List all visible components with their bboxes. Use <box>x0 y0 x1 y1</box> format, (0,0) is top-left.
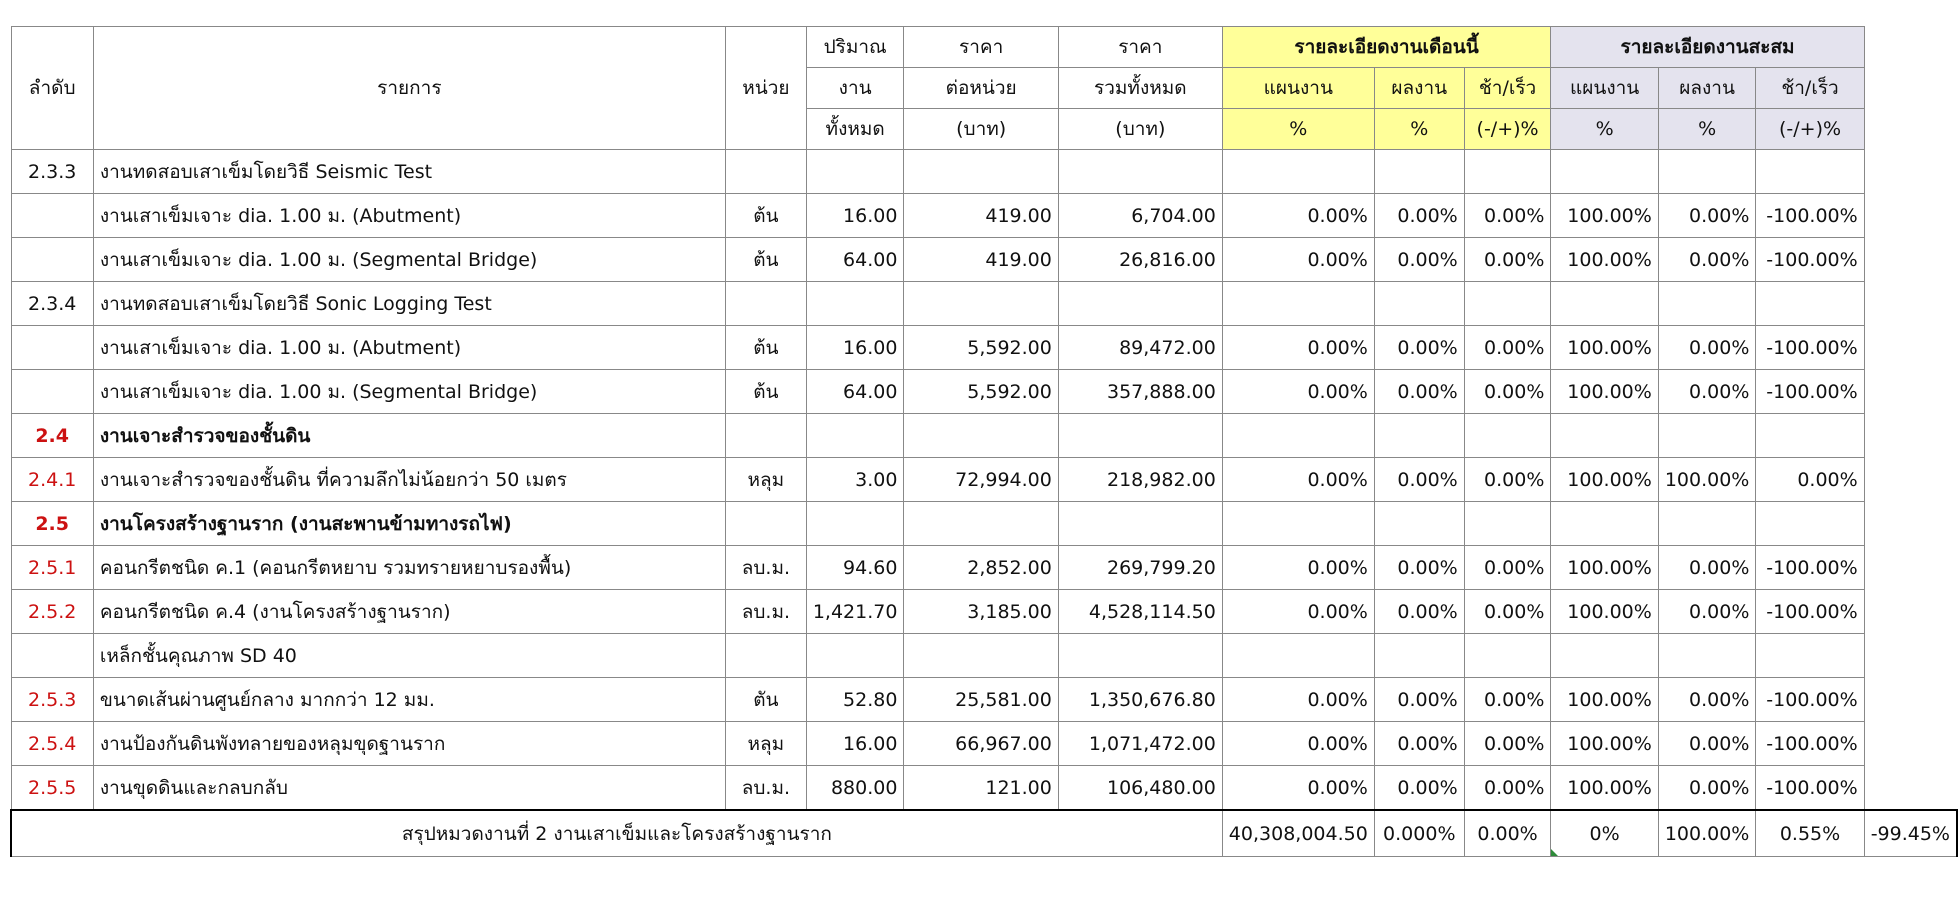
row-unit <box>725 502 806 546</box>
row-unit: ต้น <box>725 238 806 282</box>
row-month-diff: 0.00% <box>1464 194 1551 238</box>
row-total-price: 26,816.00 <box>1058 238 1222 282</box>
row-month-diff: 0.00% <box>1464 370 1551 414</box>
header-unit-price-1: ราคา <box>904 27 1058 68</box>
header-accum-plan-unit: % <box>1551 109 1658 150</box>
row-month-diff: 0.00% <box>1464 458 1551 502</box>
summary-accum-plan: 100.00% <box>1658 810 1756 857</box>
row-month-diff: 0.00% <box>1464 678 1551 722</box>
row-month-plan: 0.00% <box>1222 766 1374 811</box>
row-quantity: 94.60 <box>806 546 904 590</box>
header-accum-diff-unit: (-/+)% <box>1756 109 1864 150</box>
row-accum-diff <box>1756 634 1864 678</box>
row-unit-price: 419.00 <box>904 238 1058 282</box>
row-description: งานโครงสร้างฐานราก (งานสะพานข้ามทางรถไฟ) <box>93 502 725 546</box>
row-accum-diff: -100.00% <box>1756 722 1864 766</box>
header-month-diff: ช้า/เร็ว <box>1464 68 1551 109</box>
row-unit-price: 419.00 <box>904 194 1058 238</box>
header-total-price-1: ราคา <box>1058 27 1222 68</box>
header-month-plan: แผนงาน <box>1222 68 1374 109</box>
row-accum-result <box>1658 150 1756 194</box>
row-accum-result <box>1658 634 1756 678</box>
row-accum-plan <box>1551 634 1658 678</box>
row-month-diff: 0.00% <box>1464 326 1551 370</box>
row-month-plan: 0.00% <box>1222 370 1374 414</box>
row-month-plan: 0.00% <box>1222 546 1374 590</box>
row-unit: ต้น <box>725 326 806 370</box>
table-row <box>11 502 1957 546</box>
table-header <box>11 27 1957 150</box>
row-order: 2.4.1 <box>11 458 93 502</box>
row-description: งานป้องกันดินพังทลายของหลุมขุดฐานราก <box>93 722 725 766</box>
row-order: 2.5.4 <box>11 722 93 766</box>
row-month-diff <box>1464 502 1551 546</box>
row-order: 2.3.4 <box>11 282 93 326</box>
row-month-result: 0.00% <box>1374 326 1464 370</box>
row-month-result: 0.00% <box>1374 194 1464 238</box>
header-accum-diff: ช้า/เร็ว <box>1756 68 1864 109</box>
table-row <box>11 238 1957 282</box>
table-row <box>11 414 1957 458</box>
summary-row <box>11 810 1957 857</box>
row-month-plan: 0.00% <box>1222 458 1374 502</box>
row-description: งานเสาเข็มเจาะ dia. 1.00 ม. (Segmental Bridge) <box>93 370 725 414</box>
row-accum-result <box>1658 414 1756 458</box>
row-month-plan <box>1222 282 1374 326</box>
row-quantity: 52.80 <box>806 678 904 722</box>
table-row <box>11 326 1957 370</box>
row-order: 2.5.3 <box>11 678 93 722</box>
row-quantity <box>806 502 904 546</box>
row-unit: ต้น <box>725 194 806 238</box>
row-unit: ลบ.ม. <box>725 546 806 590</box>
row-description: คอนกรีตชนิด ค.4 (งานโครงสร้างฐานราก) <box>93 590 725 634</box>
row-accum-diff: 0.00% <box>1756 458 1864 502</box>
row-unit <box>725 150 806 194</box>
row-description: คอนกรีตชนิด ค.1 (คอนกรีตหยาบ รวมทรายหยาบรองพื้น) <box>93 546 725 590</box>
row-month-plan <box>1222 502 1374 546</box>
row-accum-diff: -100.00% <box>1756 194 1864 238</box>
row-description: งานเสาเข็มเจาะ dia. 1.00 ม. (Segmental Bridge) <box>93 238 725 282</box>
row-accum-result: 0.00% <box>1658 326 1756 370</box>
header-total-price-3: (บาท) <box>1058 109 1222 150</box>
row-quantity <box>806 150 904 194</box>
summary-accum-diff: -99.45% <box>1864 810 1957 857</box>
row-unit: หลุม <box>725 722 806 766</box>
summary-accum-result: 0.55% <box>1756 810 1864 857</box>
row-description: งานเสาเข็มเจาะ dia. 1.00 ม. (Abutment) <box>93 326 725 370</box>
row-month-plan: 0.00% <box>1222 238 1374 282</box>
row-order: 2.5.5 <box>11 766 93 811</box>
row-order <box>11 238 93 282</box>
row-description: งานเจาะสำรวจของชั้นดิน ที่ความลึกไม่น้อยกว่า 50 เมตร <box>93 458 725 502</box>
row-total-price: 1,350,676.80 <box>1058 678 1222 722</box>
row-accum-result: 0.00% <box>1658 678 1756 722</box>
row-accum-diff: -100.00% <box>1756 766 1864 811</box>
row-unit-price <box>904 414 1058 458</box>
header-month-result-unit: % <box>1374 109 1464 150</box>
row-month-result: 0.00% <box>1374 766 1464 811</box>
row-accum-result: 0.00% <box>1658 590 1756 634</box>
row-total-price: 6,704.00 <box>1058 194 1222 238</box>
table-row <box>11 678 1957 722</box>
row-month-plan <box>1222 414 1374 458</box>
row-accum-plan: 100.00% <box>1551 194 1658 238</box>
row-quantity: 1,421.70 <box>806 590 904 634</box>
row-accum-result <box>1658 502 1756 546</box>
row-unit-price <box>904 634 1058 678</box>
row-accum-diff <box>1756 414 1864 458</box>
row-total-price: 106,480.00 <box>1058 766 1222 811</box>
row-month-diff <box>1464 150 1551 194</box>
table-row <box>11 194 1957 238</box>
row-unit-price: 5,592.00 <box>904 326 1058 370</box>
summary-month-result: 0.00% <box>1464 810 1551 857</box>
row-unit-price: 72,994.00 <box>904 458 1058 502</box>
row-unit-price <box>904 502 1058 546</box>
row-accum-plan: 100.00% <box>1551 458 1658 502</box>
row-total-price: 4,528,114.50 <box>1058 590 1222 634</box>
table-row <box>11 458 1957 502</box>
row-accum-plan <box>1551 414 1658 458</box>
row-accum-plan <box>1551 282 1658 326</box>
row-description: ขนาดเส้นผ่านศูนย์กลาง มากกว่า 12 มม. <box>93 678 725 722</box>
row-accum-diff: -100.00% <box>1756 546 1864 590</box>
row-month-diff: 0.00% <box>1464 238 1551 282</box>
row-month-diff: 0.00% <box>1464 766 1551 811</box>
row-month-result <box>1374 414 1464 458</box>
header-month-result: ผลงาน <box>1374 68 1464 109</box>
row-quantity: 64.00 <box>806 370 904 414</box>
row-description: เหล็กชั้นคุณภาพ SD 40 <box>93 634 725 678</box>
row-accum-result: 0.00% <box>1658 238 1756 282</box>
row-month-plan: 0.00% <box>1222 590 1374 634</box>
row-month-result: 0.00% <box>1374 370 1464 414</box>
row-accum-result: 0.00% <box>1658 370 1756 414</box>
row-month-result: 0.00% <box>1374 238 1464 282</box>
header-order: ลำดับ <box>11 27 93 150</box>
header-unit-price-2: ต่อหน่วย <box>904 68 1058 109</box>
row-order <box>11 634 93 678</box>
row-month-diff <box>1464 414 1551 458</box>
header-accum-result: ผลงาน <box>1658 68 1756 109</box>
row-accum-plan <box>1551 150 1658 194</box>
row-month-diff <box>1464 282 1551 326</box>
table-row <box>11 282 1957 326</box>
row-order: 2.4 <box>11 414 93 458</box>
header-accum-plan: แผนงาน <box>1551 68 1658 109</box>
row-order: 2.5.1 <box>11 546 93 590</box>
row-accum-plan: 100.00% <box>1551 546 1658 590</box>
row-month-result: 0.00% <box>1374 722 1464 766</box>
header-total-price-2: รวมทั้งหมด <box>1058 68 1222 109</box>
header-month-diff-unit: (-/+)% <box>1464 109 1551 150</box>
row-quantity: 16.00 <box>806 194 904 238</box>
row-accum-plan: 100.00% <box>1551 590 1658 634</box>
row-description: งานเสาเข็มเจาะ dia. 1.00 ม. (Abutment) <box>93 194 725 238</box>
table-row <box>11 634 1957 678</box>
row-accum-diff: -100.00% <box>1756 238 1864 282</box>
row-accum-diff <box>1756 150 1864 194</box>
row-month-plan: 0.00% <box>1222 194 1374 238</box>
row-order <box>11 194 93 238</box>
row-accum-diff: -100.00% <box>1756 326 1864 370</box>
row-unit-price: 66,967.00 <box>904 722 1058 766</box>
row-month-result: 0.00% <box>1374 590 1464 634</box>
row-order <box>11 370 93 414</box>
row-total-price <box>1058 282 1222 326</box>
row-month-result <box>1374 282 1464 326</box>
row-accum-diff: -100.00% <box>1756 590 1864 634</box>
row-accum-plan: 100.00% <box>1551 722 1658 766</box>
summary-month-diff-value: 0% <box>1589 822 1620 845</box>
row-unit: ลบ.ม. <box>725 590 806 634</box>
row-accum-result: 0.00% <box>1658 722 1756 766</box>
row-accum-result: 0.00% <box>1658 766 1756 811</box>
row-accum-plan <box>1551 502 1658 546</box>
table-body <box>11 150 1957 811</box>
row-quantity: 880.00 <box>806 766 904 811</box>
summary-total: 40,308,004.50 <box>1222 810 1374 857</box>
row-month-plan <box>1222 150 1374 194</box>
row-month-result <box>1374 634 1464 678</box>
header-item: รายการ <box>93 27 725 150</box>
row-total-price: 357,888.00 <box>1058 370 1222 414</box>
row-accum-result <box>1658 282 1756 326</box>
row-unit-price: 121.00 <box>904 766 1058 811</box>
row-month-diff: 0.00% <box>1464 590 1551 634</box>
row-quantity <box>806 282 904 326</box>
row-month-diff <box>1464 634 1551 678</box>
row-unit-price: 2,852.00 <box>904 546 1058 590</box>
row-unit-price <box>904 282 1058 326</box>
row-order <box>11 326 93 370</box>
summary-month-plan: 0.000% <box>1374 810 1464 857</box>
table-row <box>11 766 1957 811</box>
header-accum-group: รายละเอียดงานสะสม <box>1551 27 1864 68</box>
row-unit <box>725 634 806 678</box>
row-unit-price <box>904 150 1058 194</box>
row-quantity: 16.00 <box>806 722 904 766</box>
row-month-plan: 0.00% <box>1222 326 1374 370</box>
header-qty-3: ทั้งหมด <box>806 109 904 150</box>
header-accum-result-unit: % <box>1658 109 1756 150</box>
header-month-plan-unit: % <box>1222 109 1374 150</box>
row-description: งานทดสอบเสาเข็มโดยวิธี Seismic Test <box>93 150 725 194</box>
row-accum-diff <box>1756 282 1864 326</box>
row-total-price <box>1058 502 1222 546</box>
row-total-price <box>1058 634 1222 678</box>
row-accum-result: 100.00% <box>1658 458 1756 502</box>
row-total-price <box>1058 150 1222 194</box>
table-row <box>11 546 1957 590</box>
cell-indicator-icon <box>1551 849 1558 856</box>
row-description: งานเจาะสำรวจของชั้นดิน <box>93 414 725 458</box>
row-month-plan <box>1222 634 1374 678</box>
row-order: 2.5.2 <box>11 590 93 634</box>
row-quantity <box>806 414 904 458</box>
header-unit: หน่วย <box>725 27 806 150</box>
header-month-group: รายละเอียดงานเดือนนี้ <box>1222 27 1551 68</box>
row-unit-price: 3,185.00 <box>904 590 1058 634</box>
table-row <box>11 150 1957 194</box>
row-month-result: 0.00% <box>1374 458 1464 502</box>
row-quantity: 16.00 <box>806 326 904 370</box>
row-total-price: 269,799.20 <box>1058 546 1222 590</box>
row-unit: ตัน <box>725 678 806 722</box>
row-total-price: 1,071,472.00 <box>1058 722 1222 766</box>
row-accum-plan: 100.00% <box>1551 766 1658 811</box>
progress-table <box>10 26 1958 857</box>
row-month-result <box>1374 502 1464 546</box>
row-month-plan: 0.00% <box>1222 678 1374 722</box>
row-accum-plan: 100.00% <box>1551 326 1658 370</box>
row-description: งานขุดดินและกลบกลับ <box>93 766 725 811</box>
table-row <box>11 722 1957 766</box>
row-unit: ลบ.ม. <box>725 766 806 811</box>
row-description: งานทดสอบเสาเข็มโดยวิธี Sonic Logging Test <box>93 282 725 326</box>
table-row <box>11 590 1957 634</box>
row-unit: ต้น <box>725 370 806 414</box>
row-unit: หลุม <box>725 458 806 502</box>
row-month-result <box>1374 150 1464 194</box>
row-quantity: 3.00 <box>806 458 904 502</box>
row-quantity: 64.00 <box>806 238 904 282</box>
row-unit <box>725 282 806 326</box>
row-accum-diff: -100.00% <box>1756 678 1864 722</box>
row-month-diff: 0.00% <box>1464 546 1551 590</box>
row-accum-plan: 100.00% <box>1551 678 1658 722</box>
table-row <box>11 370 1957 414</box>
summary-label: สรุปหมวดงานที่ 2 งานเสาเข็มและโครงสร้างฐานราก <box>11 810 1222 857</box>
row-total-price: 89,472.00 <box>1058 326 1222 370</box>
row-accum-diff: -100.00% <box>1756 370 1864 414</box>
summary-month-diff <box>1551 810 1658 857</box>
row-accum-diff <box>1756 502 1864 546</box>
row-total-price: 218,982.00 <box>1058 458 1222 502</box>
header-unit-price-3: (บาท) <box>904 109 1058 150</box>
row-unit-price: 5,592.00 <box>904 370 1058 414</box>
row-order: 2.3.3 <box>11 150 93 194</box>
row-unit-price: 25,581.00 <box>904 678 1058 722</box>
row-month-plan: 0.00% <box>1222 722 1374 766</box>
row-total-price <box>1058 414 1222 458</box>
row-accum-result: 0.00% <box>1658 546 1756 590</box>
header-qty-1: ปริมาณ <box>806 27 904 68</box>
row-month-diff: 0.00% <box>1464 722 1551 766</box>
row-accum-plan: 100.00% <box>1551 238 1658 282</box>
row-order: 2.5 <box>11 502 93 546</box>
row-quantity <box>806 634 904 678</box>
row-accum-result: 0.00% <box>1658 194 1756 238</box>
row-accum-plan: 100.00% <box>1551 370 1658 414</box>
row-month-result: 0.00% <box>1374 678 1464 722</box>
row-month-result: 0.00% <box>1374 546 1464 590</box>
header-qty-2: งาน <box>806 68 904 109</box>
row-unit <box>725 414 806 458</box>
